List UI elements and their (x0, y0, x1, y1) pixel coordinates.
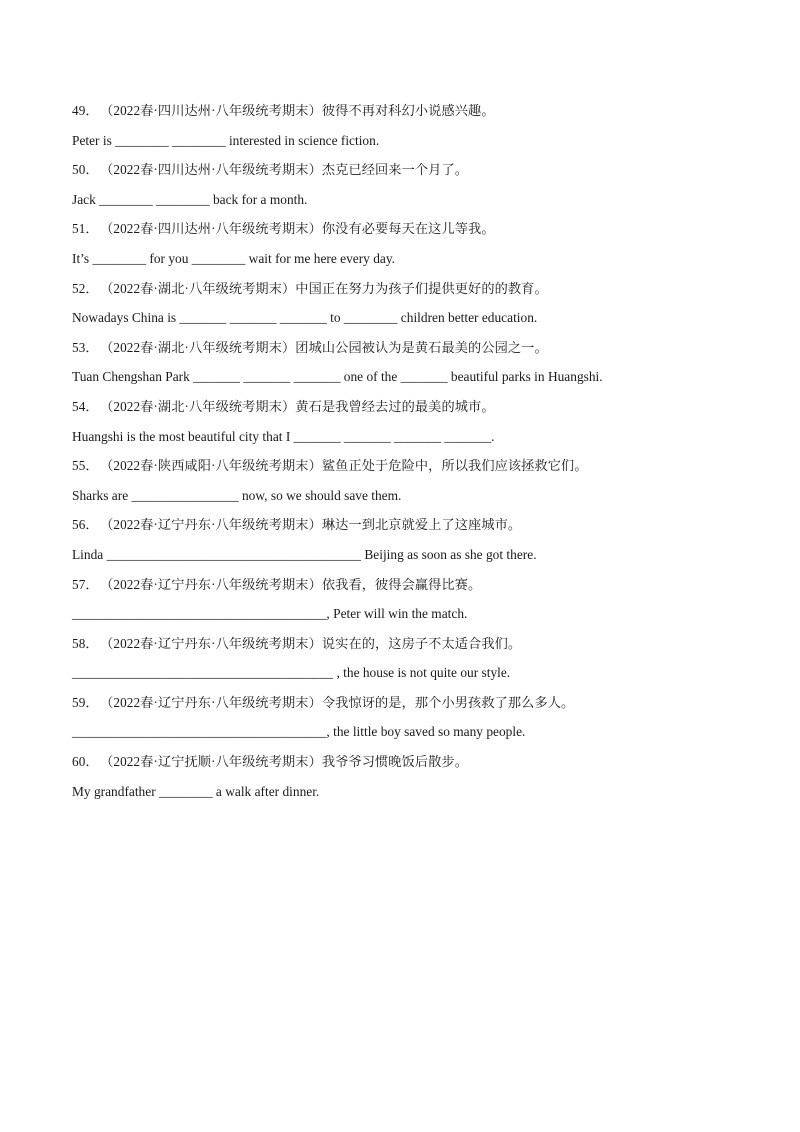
chinese-sentence: 你没有必要每天在这儿等我。 (321, 221, 495, 237)
question-source: （2022春·辽宁丹东·八年级统考期末） (106, 517, 322, 533)
question-number: 57． (72, 576, 99, 592)
question-number: 56． (72, 517, 99, 533)
english-fill-in-sentence: Sharks are ________________ now, so we should save them. (72, 487, 402, 503)
question-source: （2022春·辽宁丹东·八年级统考期末） (106, 694, 322, 710)
english-fill-in-sentence: ______________________________________, the little boy saved so many people. (72, 724, 526, 740)
question-56 (72, 510, 732, 569)
question-source: （2022春·辽宁抚顺·八年级统考期末） (106, 754, 322, 770)
question-source: （2022春·湖北·八年级统考期末） (106, 398, 296, 414)
question-number: 58． (72, 635, 99, 651)
question-source: （2022春·陕西咸阳·八年级统考期末） (106, 458, 322, 474)
english-fill-in-sentence: ______________________________________, Peter will win the match. (72, 606, 468, 622)
question-source: （2022春·湖北·八年级统考期末） (106, 339, 296, 355)
question-number: 59． (72, 694, 99, 710)
question-number: 54． (72, 398, 99, 414)
question-49 (72, 96, 732, 155)
question-prompt (72, 274, 732, 304)
question-prompt (72, 570, 732, 600)
question-54 (72, 392, 732, 451)
question-59 (72, 688, 732, 747)
chinese-sentence: 鲨鱼正处于危险中，所以我们应该拯救它们。 (321, 458, 588, 474)
question-number: 51． (72, 221, 99, 237)
question-52 (72, 274, 732, 333)
question-55 (72, 451, 732, 510)
question-prompt (72, 451, 732, 481)
english-fill-in-sentence: Peter is ________ ________ interested in science fiction. (72, 132, 380, 148)
question-number: 49． (72, 103, 99, 118)
chinese-sentence: 黄石是我曾经去过的最美的城市。 (295, 398, 495, 414)
question-prompt (72, 688, 732, 718)
chinese-sentence: 杰克已经回来一个月了。 (321, 162, 469, 178)
question-57 (72, 570, 732, 629)
english-fill-in-sentence: _______________________________________ , the house is not quite our style. (72, 665, 511, 681)
question-number: 53． (72, 339, 99, 355)
chinese-sentence: 说实在的，这房子不太适合我们。 (321, 635, 522, 651)
english-fill-in-sentence: My grandfather ________ a walk after dinner. (72, 783, 320, 799)
english-fill-in-sentence: Huangshi is the most beautiful city that I _______ _______ _______ _______. (72, 428, 495, 444)
question-number: 52． (72, 280, 99, 296)
exercise-page (72, 96, 732, 806)
question-prompt (72, 510, 732, 540)
question-prompt (72, 214, 732, 244)
english-fill-in-sentence: Jack ________ ________ back for a month. (72, 191, 308, 207)
chinese-sentence: 琳达一到北京就爱上了这座城市。 (321, 517, 522, 533)
chinese-sentence: 彼得不再对科幻小说感兴趣。 (321, 103, 495, 118)
english-fill-in-sentence: It’s ________ for you ________ wait for me here every day. (72, 250, 396, 266)
chinese-sentence: 我爷爷习惯晚饭后散步。 (321, 754, 469, 770)
question-prompt (72, 629, 732, 659)
question-58 (72, 629, 732, 688)
english-fill-in-sentence: Nowadays China is _______ _______ _______ to ________ children better education. (72, 310, 538, 326)
english-fill-in-sentence: Tuan Chengshan Park _______ _______ _______ one of the _______ beautiful parks in Huangshi. (72, 369, 603, 385)
english-fill-in-sentence: Linda ______________________________________ Beijing as soon as she got there. (72, 546, 537, 562)
chinese-sentence: 依我看，彼得会赢得比赛。 (321, 576, 482, 592)
question-prompt (72, 155, 732, 185)
chinese-sentence: 中国正在努力为孩子们提供更好的的教育。 (295, 280, 548, 296)
question-prompt (72, 747, 732, 777)
question-source: （2022春·四川达州·八年级统考期末） (106, 162, 322, 178)
question-prompt (72, 96, 732, 126)
question-number: 50． (72, 162, 99, 178)
question-53 (72, 333, 732, 392)
question-prompt (72, 392, 732, 422)
question-source: （2022春·辽宁丹东·八年级统考期末） (106, 576, 322, 592)
question-number: 55． (72, 458, 99, 474)
question-prompt (72, 333, 732, 363)
question-source: （2022春·辽宁丹东·八年级统考期末） (106, 635, 322, 651)
question-source: （2022春·四川达州·八年级统考期末） (106, 221, 322, 237)
question-number: 60． (72, 754, 99, 770)
question-60 (72, 747, 732, 806)
question-50 (72, 155, 732, 214)
question-source: （2022春·湖北·八年级统考期末） (106, 280, 296, 296)
question-51 (72, 214, 732, 273)
question-source: （2022春·四川达州·八年级统考期末） (106, 103, 322, 118)
chinese-sentence: 令我惊讶的是，那个小男孩救了那么多人。 (321, 694, 575, 710)
chinese-sentence: 团城山公园被认为是黄石最美的公园之一。 (295, 339, 548, 355)
